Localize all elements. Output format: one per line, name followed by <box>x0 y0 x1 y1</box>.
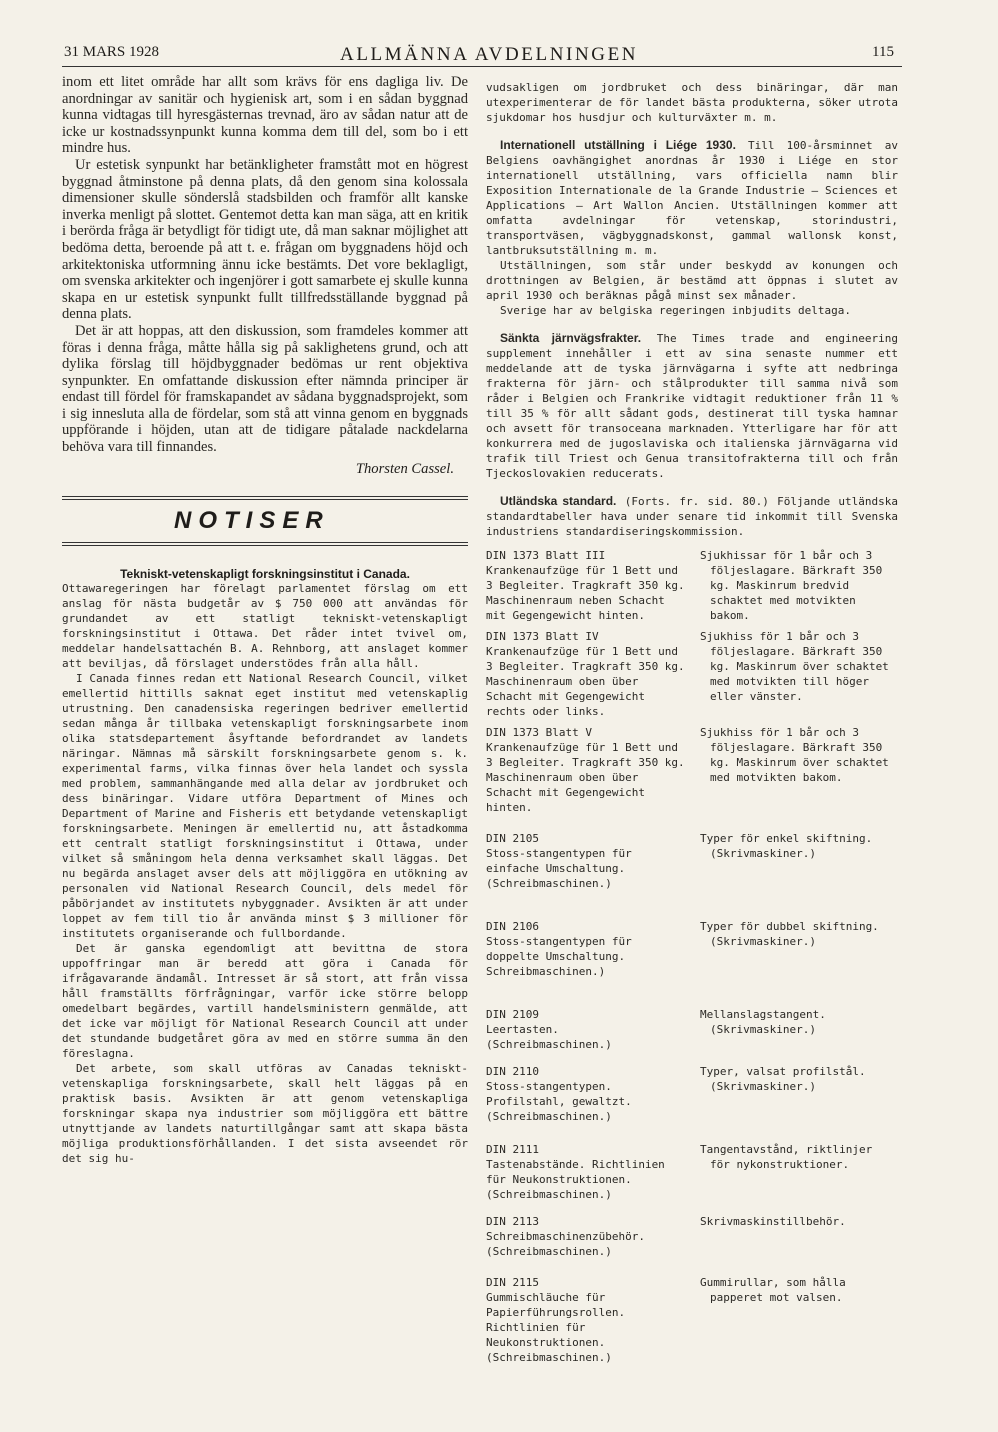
continuation-block <box>486 80 898 125</box>
standard-swedish: Gummirullar, som hålla papperet mot valsen. <box>700 1276 846 1304</box>
notiser-banner <box>62 496 468 546</box>
din-code: DIN 2113 <box>486 1215 539 1228</box>
din-code: DIN 2110 <box>486 1065 539 1078</box>
standard-text: (Forts. fr. sid. 80.) Följande utländska standardtabeller hava under senare tid inkommit till Svenska industriens standardiseringskommission. <box>486 495 899 538</box>
din-code: DIN 1373 Blatt IV <box>486 630 599 643</box>
standard-german <box>486 725 700 815</box>
din-code: DIN 2111 <box>486 1143 539 1156</box>
standard-row <box>486 1142 898 1202</box>
standard-title: Utländska standard. <box>500 494 617 508</box>
essay-paragraph: inom ett litet område har allt som krävs för ens dagliga liv. De anordningar av sanitär och hygienisk art, som i en sådan byggnad kunna vidtagas till hyresgästernas trevnad, äro av sådan natur att de icke ur kostnadssynpunkt kunna komma dem till del, som bo i ett mindre hus. <box>62 74 468 157</box>
standard-swedish: Typer för enkel skiftning. (Skrivmaskiner.) <box>700 832 873 860</box>
standard-german <box>486 1142 700 1202</box>
standard-row <box>486 919 898 979</box>
article-paragraph: Det är ganska egendomligt att bevittna de stora uppoffringar man är beredd att göra i Canada för ifrågavarande ändamål. Intresset är så stort, att från vissa håll framställts förfrågningar, varför icke större belopp omedelbart begärdes, vartill handelsministern genmälde, att det icke var möjligt för National Research Council att under det stundande budgetåret göra av med en större summa än den föreslagna. <box>62 941 468 1060</box>
din-description: Krankenaufzüge für 1 Bett und 3 Begleiter. Tragkraft 350 kg. Maschinenraum neben Schacht mit Gegengewicht hinten. <box>486 564 685 622</box>
standard-notice <box>486 494 898 539</box>
din-code: DIN 1373 Blatt III <box>486 549 606 562</box>
liege-paragraph: Utställningen, som står under beskydd av konungen och drottningen av Belgien, är bestämd att öppnas i slutet av april 1930 och beräknas pågå minst sex månader. <box>486 259 898 302</box>
standard-german <box>486 1007 700 1052</box>
din-code: DIN 1373 Blatt V <box>486 726 592 739</box>
notiser-heading: NOTISER <box>174 506 330 534</box>
standard-german <box>486 831 700 891</box>
standard-swedish: Sjukhiss för 1 bår och 3 följeslagare. Bärkraft 350 kg. Maskinrum över schaktet med motvikten till höger eller vänster. <box>700 630 889 703</box>
din-description: Leertasten. (Schreibmaschinen.) <box>486 1023 612 1051</box>
din-description: Tastenabstände. Richtlinien für Neukonstruktionen. (Schreibmaschinen.) <box>486 1158 665 1201</box>
din-code: DIN 2109 <box>486 1008 539 1021</box>
standard-row <box>486 1214 898 1259</box>
din-description: Gummischläuche für Papierführungsrollen. Richtlinien für Neukonstruktionen. (Schreibmaschinen.) <box>486 1291 626 1364</box>
din-description: Schreibmaschinenzübehör. (Schreibmaschinen.) <box>486 1230 645 1258</box>
author-signature: Thorsten Cassel. <box>355 460 454 477</box>
article-title: Tekniskt-vetenskapligt forskningsinstitut i Canada. <box>120 566 410 581</box>
essay-body <box>62 74 468 456</box>
standard-german <box>486 919 700 979</box>
left-column <box>62 74 468 1166</box>
double-rule <box>62 542 468 546</box>
din-description: Krankenaufzüge für 1 Bett und 3 Begleiter. Tragkraft 350 kg. Maschinenraum oben über Schacht mit Gegengewicht rechts oder links. <box>486 645 685 718</box>
standard-row <box>486 629 898 719</box>
frakter-text: The Times trade and engineering supplement innehåller i ett av sina senaste nummer ett meddelande att de tyska järnvägarna i syfte att nedbringa frakterna för järn- och stålprodukter till samma nivå som råder i Belgien och Frankrike vidtagit reduktioner från 11 % till 35 % för allt sådant gods, destinerat till tyska hamnar och avsett för transoceana marknaden. Ytterligare har för att konkurrera med de jugoslaviska och italienska järnvägarna vid trafik till Triest och Genua transitofrakterna till och från Tjeckoslovakien reducerats. <box>486 332 898 480</box>
standard-swedish: Skrivmaskinstillbehör. <box>700 1215 846 1228</box>
standard-swedish: Typer, valsat profilstål. (Skrivmaskiner.) <box>700 1065 866 1093</box>
standard-swedish: Sjukhiss för 1 bår och 3 följeslagare. Bärkraft 350 kg. Maskinrum över schaktet med motvikten bakom. <box>700 726 889 784</box>
din-description: Stoss-stangentypen. Profilstahl, gewaltzt. (Schreibmaschinen.) <box>486 1080 632 1123</box>
din-description: Stoss-stangentypen für einfache Umschaltung. (Schreibmaschinen.) <box>486 847 632 890</box>
din-description: Stoss-stangentypen für doppelte Umschaltung. Schreibmaschinen.) <box>486 935 632 978</box>
standard-german <box>486 629 700 719</box>
essay-paragraph: Det är att hoppas, att den diskussion, som framdeles kommer att föras i denna fråga, måtte hålla sig på saklighetens grund, och att dylika förslag till höjdbyggnader bedömas ur rent objektiva synpunkter. En omfattande diskussion efter nämnda principer är endast till fördel för framskapandet av sådana byggnadsprojekt, som i sig innesluta alla de fördelar, som stå att vinna genom en byggnads uppförande i höjden, utan att de tidigare påtalade nackdelarna behöva vara till finnandes. <box>62 322 468 456</box>
article-paragraph: I Canada finnes redan ett National Research Council, vilket emellertid hittills saknat eget institut med vetenskaplig utrustning. Den canadensiska regeringen bedriver emellertid sedan många år tillbaka vetenskapligt forskningsarbete inom olika statsdepartement åsyftande befordrandet av landets näringar. Nämnas må särskilt forskningsarbete genom s. k. experimental farms, vilka finnas över hela landet och syssla med problem, sammanhängande med alla delar av jordbruket och dess binäringar. Vidare utföra Department of Mines och Department of Marine and Fisheris ett betydande vetenskapligt forskningsarbete. Meningen är emellertid nu, att åstadkomma ett centralt statligt forskningsinstitut i Ottawa, under vilket så småningom hela denna verksamhet skall läggas. Det nu begärda anslaget avser dels att möjliggöra en utökning av personalen vid National Research Council, dels medel för påbörjandet av institutets nybyggnader. Avsikten är att under loppet av fem till tio år använda minst $ 3 millioner för institutets organiserande och fullbordande. <box>62 671 468 940</box>
standard-german <box>486 1275 700 1365</box>
standard-row <box>486 725 898 815</box>
din-description: Krankenaufzüge für 1 Bett und 3 Begleiter. Tragkraft 350 kg. Maschinenraum oben über Schacht mit Gegengewicht hinten. <box>486 741 685 814</box>
right-column <box>486 80 898 1365</box>
standard-swedish: Sjukhissar för 1 bår och 3 följeslagare. Bärkraft 350 kg. Maskinrum bredvid schaktet med motvikten bakom. <box>700 549 883 622</box>
standard-row <box>486 831 898 891</box>
standards-table <box>486 548 898 1365</box>
standard-german <box>486 1064 700 1124</box>
liege-paragraph: Sverige har av belgiska regeringen inbjudits deltaga. <box>500 304 851 317</box>
article-body <box>62 581 468 1166</box>
din-code: DIN 2106 <box>486 920 539 933</box>
standard-german <box>486 548 700 623</box>
frakter-notice <box>486 331 898 481</box>
article-paragraph: Det arbete, som skall utföras av Canadas tekniskt-vetenskapliga forskningsarbete, skall helt läggas på en praktisk basis. Avsikten är att genom vetenskapliga forskningar skapa nya industrier som möjliggöra ett bättre utnyttjande av landets naturtillgångar samt att skapa bästa möjliga produktionsförhållanden. I det sista avseendet rör det sig hu- <box>62 1061 468 1165</box>
header-section-title: ALLMÄNNA AVDELNINGEN <box>340 44 639 65</box>
standard-swedish: Typer för dubbel skiftning. (Skrivmaskiner.) <box>700 920 879 948</box>
standard-swedish: Mellanslagstangent. (Skrivmaskiner.) <box>700 1008 826 1036</box>
standard-row <box>486 548 898 623</box>
standard-row <box>486 1275 898 1365</box>
liege-title: Internationell utställning i Liége 1930. <box>500 138 736 152</box>
page-number: 115 <box>872 44 894 60</box>
liege-text: Till 100-årsminnet av Belgiens oavhängighet anordnas år 1930 i Liége en stor internationell utställning, vars officiella namn blir Exposition Internationale de la Grande Industrie — Sciences et Applications — Art Wallon Ancien. Utställningen kommer att omfatta avdelningar för vetenskap, storindustri, transportväsen, vägbyggnadskonst, gammal wallonsk konst, lantbruksutställning m. m. <box>486 139 899 257</box>
essay-paragraph: Ur estetisk synpunkt har betänkligheter framstått mot en högrest byggnad åtminstone på denna plats, då den genom sina kolossala dimensioner skulle sönderslå stadsbilden och framför allt kanske inverka menligt på slottet. Gentemot detta kan man säga, att en kritik i berörda fråga är betydligt för tidigt ute, då man saknar möjlighet att bedöma detta, beroende på att t. e. frågan om byggnadens höjd och arkitektoniska utformning ännu icke bestämts. Det vore beklagligt, om svenska arkitekter och ingenjörer i gott samarbete ej skulle kunna skapa en ur estetisk synpunkt fullt tillfredsställande byggnad på denna plats. <box>62 156 468 323</box>
standard-german <box>486 1214 700 1259</box>
article-paragraph: Ottawaregeringen har förelagt parlamentet förslag om ett anslag för nästa budgetår av $ 750 000 att användas för grundandet av ett statligt tekniskt-vetenskapligt forskningsinstitut i Ottawa. Det råder intet tvivel om, meddelar handelsattachén B. A. Rehnborg, att anslaget kommer att beviljas, då förslaget understödes från alla håll. <box>62 581 468 670</box>
standard-swedish: Tangentavstånd, riktlinjer för nykonstruktioner. <box>700 1143 873 1171</box>
standard-row <box>486 1064 898 1124</box>
liege-notice <box>486 138 898 318</box>
frakter-title: Sänkta järnvägsfrakter. <box>500 331 642 345</box>
standard-row <box>486 1007 898 1052</box>
continuation-text: vudsakligen om jordbruket och dess binäringar, där man utexperimenterar de för landet bästa produkterna, söker utrota sjukdomar hos husdjur och kulturväxter m. m. <box>486 81 898 124</box>
header-date: 31 MARS 1928 <box>64 44 160 60</box>
din-code: DIN 2115 <box>486 1276 539 1289</box>
din-code: DIN 2105 <box>486 832 539 845</box>
header-rule <box>62 66 902 67</box>
